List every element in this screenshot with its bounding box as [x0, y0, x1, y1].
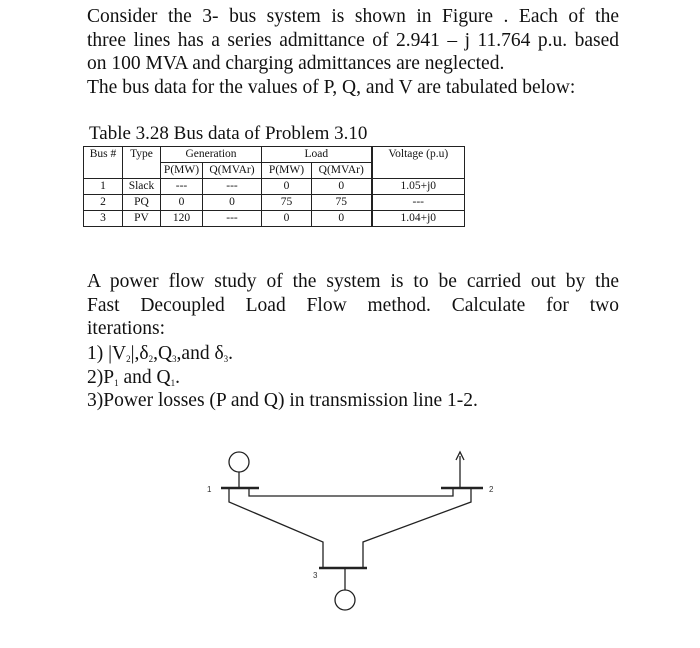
cell-pg: 120 [161, 211, 203, 227]
header-generation: Generation [161, 147, 262, 163]
bus-1-label: 1 [207, 485, 212, 494]
cell-qg: --- [203, 179, 262, 195]
cell-qg: --- [203, 211, 262, 227]
study-line: iterations: [87, 318, 165, 340]
table-caption: Table 3.28 Bus data of Problem 3.10 [89, 123, 368, 144]
study-line: Fast Decoupled Load Flow method. Calculate for two [87, 294, 619, 316]
problem-intro [87, 5, 619, 99]
study-line: A power flow study of the system is to be carried out by the [87, 271, 619, 292]
generator-icon [229, 452, 249, 472]
header-q-gen: Q(MVAr) [203, 163, 262, 179]
intro-line: Consider the 3- bus system is shown in Figure . Each of the [87, 6, 619, 27]
intro-line: on 100 MVA and charging admittances are neglected. [87, 53, 505, 75]
header-blank [372, 163, 465, 179]
cell-voltage: 1.04+j0 [372, 211, 465, 227]
line-1-3 [229, 488, 323, 568]
three-bus-diagram [195, 440, 505, 625]
table-header-row [84, 147, 465, 163]
cell-bus: 3 [84, 211, 123, 227]
table-row [84, 211, 465, 227]
cell-bus: 1 [84, 179, 123, 195]
question-2: $2)P_1$ and $Q_1$. [87, 366, 180, 388]
header-voltage: Voltage (p.u) [372, 147, 465, 163]
cell-voltage: 1.05+j0 [372, 179, 465, 195]
cell-type: PV [123, 211, 161, 227]
cell-pl: 75 [262, 195, 312, 211]
cell-pl: 0 [262, 179, 312, 195]
question-list [87, 342, 619, 413]
bus-data-table [83, 146, 465, 227]
header-blank [123, 163, 161, 179]
intro-line: three lines has a series admittance of 2.941 – j 11.764 p.u. based [87, 29, 619, 51]
table-row [84, 195, 465, 211]
header-blank [84, 163, 123, 179]
cell-pg: --- [161, 179, 203, 195]
header-p-load: P(MW) [262, 163, 312, 179]
line-2-3 [363, 488, 471, 568]
cell-ql: 75 [312, 195, 372, 211]
cell-pl: 0 [262, 211, 312, 227]
generator-icon [335, 590, 355, 610]
bus-2-label: 2 [489, 485, 494, 494]
cell-qg: 0 [203, 195, 262, 211]
study-paragraph [87, 270, 619, 341]
table-subheader-row [84, 163, 465, 179]
header-type: Type [123, 147, 161, 163]
line-1-2 [249, 488, 453, 496]
cell-voltage: --- [372, 195, 465, 211]
cell-type: PQ [123, 195, 161, 211]
header-load: Load [262, 147, 372, 163]
cell-type: Slack [123, 179, 161, 195]
cell-ql: 0 [312, 211, 372, 227]
bus-3-label: 3 [313, 571, 318, 580]
header-p-gen: P(MW) [161, 163, 203, 179]
question-1: 1) $|V_2|,\delta_2,Q_3,and$ $\delta_3$. [87, 343, 234, 364]
header-q-load: Q(MVAr) [312, 163, 372, 179]
intro-line: The bus data for the values of P, Q, and V are tabulated below: [87, 76, 576, 98]
cell-pg: 0 [161, 195, 203, 211]
question-3: 3)Power losses (P and Q) in transmission line 1-2. [87, 390, 478, 412]
table-row [84, 179, 465, 195]
cell-bus: 2 [84, 195, 123, 211]
header-bus: Bus # [84, 147, 123, 163]
cell-ql: 0 [312, 179, 372, 195]
